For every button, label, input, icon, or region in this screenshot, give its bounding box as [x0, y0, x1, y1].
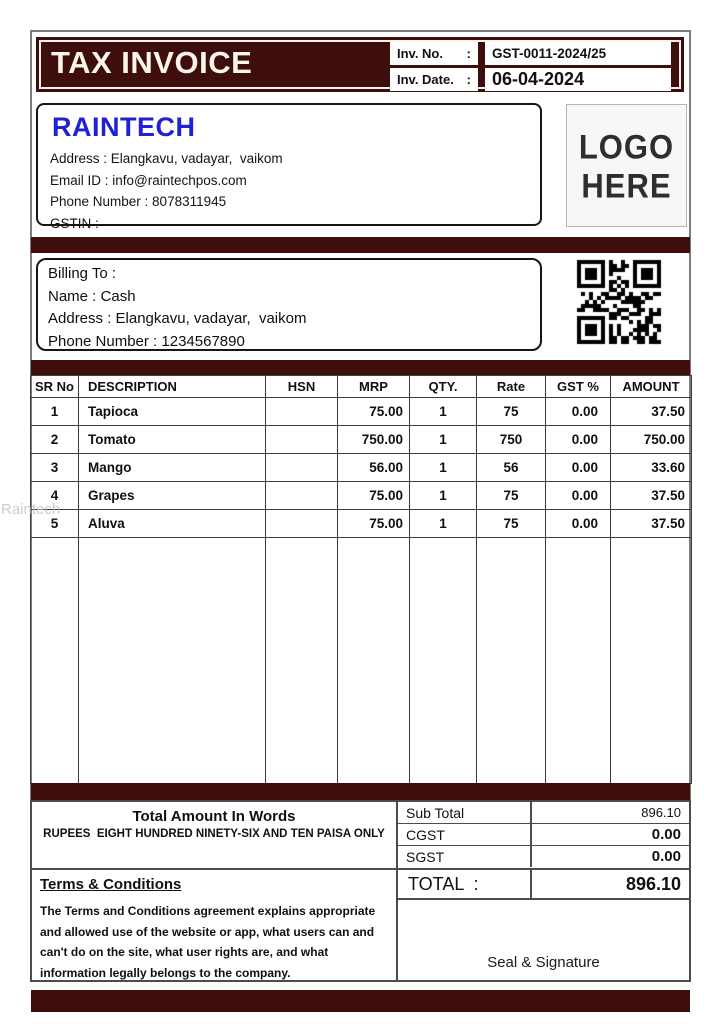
table-cell: 75.00 [338, 398, 410, 426]
summary-section [30, 800, 691, 982]
table-cell: 75.00 [338, 510, 410, 538]
table-cell: 75 [477, 482, 546, 510]
table-cell [31, 538, 79, 784]
items-table-head-row [31, 376, 692, 398]
items-table-body [31, 398, 692, 784]
table-cell: 37.50 [611, 510, 692, 538]
items-table-wrap [30, 375, 691, 784]
table-cell: 4 [31, 482, 79, 510]
table-cell [79, 538, 266, 784]
column-header: QTY. [410, 376, 477, 398]
invoice-header [36, 37, 684, 92]
column-header: HSN [266, 376, 338, 398]
logo-placeholder [566, 104, 687, 227]
table-cell: 750 [477, 426, 546, 454]
total-label: TOTAL : [398, 870, 532, 898]
table-cell: 1 [31, 398, 79, 426]
billing-heading: Billing To : [48, 265, 117, 282]
table-cell: Aluva [79, 510, 266, 538]
table-cell: Tomato [79, 426, 266, 454]
terms-cell [32, 870, 396, 980]
column-header: SR No [31, 376, 79, 398]
company-name: RAINTECH [52, 112, 196, 142]
table-cell: 33.60 [611, 454, 692, 482]
table-cell: 75 [477, 510, 546, 538]
sgst-label: SGST [398, 846, 532, 867]
cgst-row [398, 824, 689, 846]
terms-body: The Terms and Conditions agreement explains appropriate and allowed use of the website or app, what users can and can't do on the site, what user rights are, and what information legally belongs to the company. [40, 904, 376, 980]
subtotal-value: 896.10 [641, 805, 681, 820]
table-cell [266, 538, 338, 784]
table-cell [266, 510, 338, 538]
page-title: TAX INVOICE [51, 45, 253, 80]
inv-no-label: Inv. No. : [390, 42, 478, 65]
column-header: DESCRIPTION [79, 376, 266, 398]
table-cell [477, 538, 546, 784]
table-row [31, 510, 692, 538]
column-header: AMOUNT [611, 376, 692, 398]
logo-text-line2: HERE [581, 165, 672, 205]
table-cell: 1 [410, 510, 477, 538]
table-cell: 0.00 [546, 454, 611, 482]
table-cell [266, 454, 338, 482]
table-cell: 750.00 [338, 426, 410, 454]
watermark-text: Raintech [1, 501, 61, 518]
table-cell [338, 538, 410, 784]
table-cell: 1 [410, 426, 477, 454]
table-cell: 1 [410, 398, 477, 426]
table-cell: 0.00 [546, 398, 611, 426]
table-row [31, 398, 692, 426]
subtotal-row [398, 802, 689, 824]
table-cell: 0.00 [546, 426, 611, 454]
separator-bar [31, 360, 690, 375]
table-cell: 37.50 [611, 482, 692, 510]
table-row [31, 426, 692, 454]
billing-info-box [36, 258, 542, 351]
qr-code-image [574, 257, 664, 347]
table-cell [611, 538, 692, 784]
table-row [31, 454, 692, 482]
table-cell: Mango [79, 454, 266, 482]
total-row [398, 870, 689, 900]
table-cell: 3 [31, 454, 79, 482]
cgst-label: CGST [398, 824, 532, 845]
table-cell [546, 538, 611, 784]
sgst-row [398, 846, 689, 867]
table-cell: 1 [410, 454, 477, 482]
sgst-value: 0.00 [651, 848, 681, 865]
subtotal-label: Sub Total [398, 802, 532, 823]
column-header: GST % [546, 376, 611, 398]
table-cell: 75.00 [338, 482, 410, 510]
table-cell: 56.00 [338, 454, 410, 482]
table-row [31, 482, 692, 510]
table-cell: 56 [477, 454, 546, 482]
seal-signature-label: Seal & Signature [487, 954, 600, 971]
billing-name: Name : Cash [48, 287, 136, 305]
company-address: Address : Elangkavu, vadayar, vaikom [50, 151, 283, 166]
table-cell: 5 [31, 510, 79, 538]
table-cell: 750.00 [611, 426, 692, 454]
billing-phone: Phone Number : 1234567890 [48, 332, 245, 350]
cgst-value: 0.00 [651, 826, 681, 843]
billing-address: Address : Elangkavu, vadayar, vaikom [48, 310, 307, 327]
company-phone: Phone Number : 8078311945 [50, 194, 227, 209]
table-cell: 75 [477, 398, 546, 426]
seller-info-box [36, 103, 542, 231]
table-cell [266, 426, 338, 454]
table-cell: Tapioca [79, 398, 266, 426]
table-cell: Grapes [79, 482, 266, 510]
company-gstin: GSTIN : [50, 215, 99, 231]
table-cell: 37.50 [611, 398, 692, 426]
inv-date-label: Inv. Date. : [390, 68, 478, 91]
column-header: Rate [477, 376, 546, 398]
inv-date-value: 06-04-2024 [485, 68, 671, 91]
seal-signature-area [398, 901, 689, 980]
table-cell: 0.00 [546, 482, 611, 510]
table-filler-row [31, 538, 692, 784]
separator-bar [31, 237, 690, 253]
table-cell [266, 482, 338, 510]
invoice-meta [390, 42, 671, 91]
table-cell: 1 [410, 482, 477, 510]
table-cell: 0.00 [546, 510, 611, 538]
separator-bar [31, 990, 690, 1012]
terms-heading: Terms & Conditions [40, 876, 182, 893]
logo-text-line1: LOGO [578, 126, 675, 166]
amount-in-words-cell [32, 802, 396, 868]
company-email: Email ID : info@raintechpos.com [50, 172, 247, 188]
separator-bar [31, 783, 690, 800]
table-cell [266, 398, 338, 426]
total-value: 896.10 [625, 873, 681, 894]
table-cell [410, 538, 477, 784]
inv-no-value: GST-0011-2024/25 [485, 42, 671, 65]
table-cell: 2 [31, 426, 79, 454]
amount-in-words-text: RUPEES EIGHT HUNDRED NINETY-SIX AND TEN PAISA ONLY [43, 828, 385, 840]
items-table [30, 375, 692, 784]
column-header: MRP [338, 376, 410, 398]
amount-in-words-heading: Total Amount In Words [132, 808, 296, 825]
